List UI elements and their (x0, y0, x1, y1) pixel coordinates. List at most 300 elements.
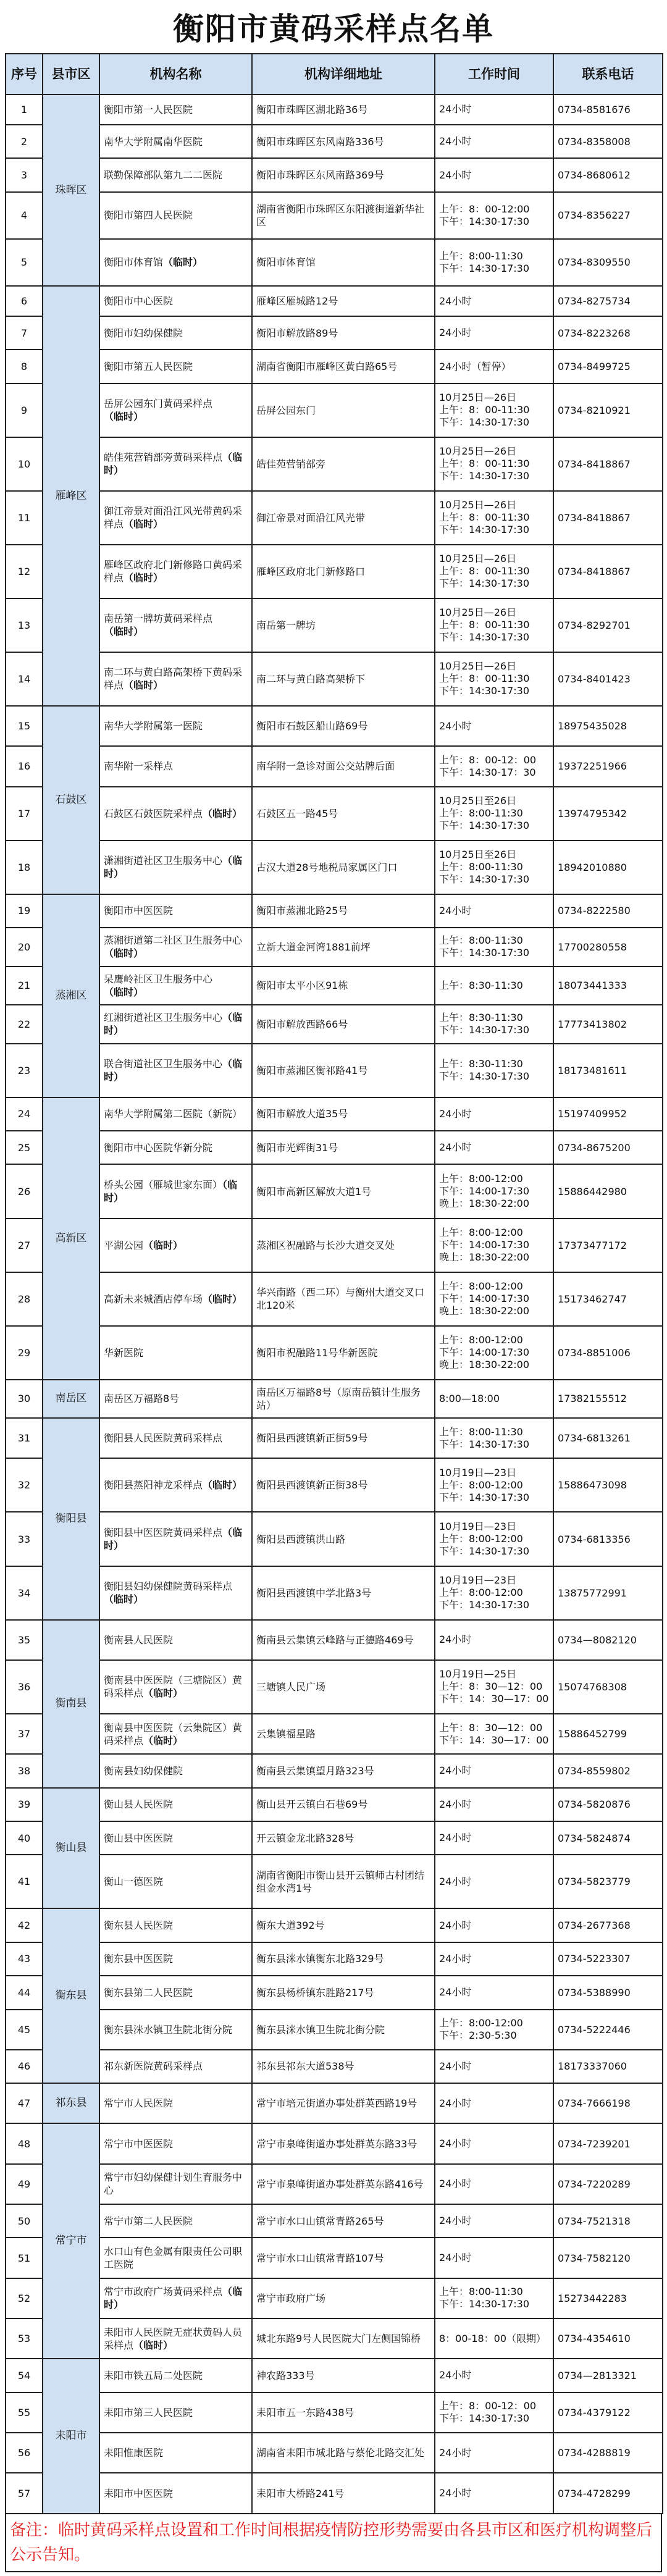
institution-name-text: 石鼓区石鼓医院采样点 (104, 807, 203, 820)
contact-phone: 0734-8309550 (553, 239, 663, 286)
institution-name-text: 呆鹰岭社区卫生服务中心 (104, 973, 213, 985)
table-row (6, 928, 663, 967)
institution-address: 衡阳市珠晖区湖北路36号 (252, 94, 435, 125)
institution-name-text: 衡阳市第一人民医院 (104, 103, 193, 115)
contact-phone: 0734-8223268 (553, 316, 663, 350)
institution-address: 衡阳市光辉街31号 (252, 1131, 435, 1164)
institution-name (99, 2393, 252, 2433)
institution-address: 蒸湘区祝融路与长沙大道交叉处 (252, 1219, 435, 1272)
working-hours-line: 24小时 (439, 2097, 472, 2109)
institution-address: 城北东路9号人民医院大门左侧国锦桥 (252, 2318, 435, 2359)
table-row (6, 94, 663, 125)
institution-name (99, 350, 252, 383)
row-number: 9 (6, 384, 43, 437)
county-cell: 高新区 (43, 1097, 99, 1380)
working-hours (435, 1660, 553, 1714)
footer-note: 备注：临时黄码采样点设置和工作时间根据疫情防控形势需要由各县市区和医疗机构调整后公示告知。 (5, 2514, 662, 2572)
county-cell: 衡东县 (43, 1908, 99, 2083)
institution-name (99, 652, 252, 706)
working-hours (435, 1458, 553, 1512)
contact-phone: 17700280558 (553, 928, 663, 967)
institution-name-text: 南华大学附属南华医院 (104, 135, 203, 148)
working-hours-line: 上午：8:00-11:30 (439, 2286, 523, 2298)
table-row (6, 2238, 663, 2278)
institution-name-text: 衡山县人民医院 (104, 1798, 174, 1811)
working-hours (435, 1326, 553, 1380)
table-row (6, 706, 663, 746)
working-hours-line: 晚上：18:30-22:00 (439, 1305, 529, 1317)
temporary-tag: （临时） (104, 1593, 144, 1606)
county-cell: 耒阳市 (43, 2359, 99, 2514)
institution-address: 衡东大道392号 (252, 1908, 435, 1942)
working-hours-line: 上午：8：00-11:30 (439, 511, 530, 524)
working-hours-line: 下午：14:30-17:30 (439, 1491, 529, 1503)
institution-name-text: 衡东县人民医院 (104, 1919, 174, 1932)
working-hours-line: 下午：14:30-17：30 (439, 766, 536, 778)
contact-phone: 15197409952 (553, 1097, 663, 1131)
working-hours (435, 437, 553, 491)
contact-phone: 18975435028 (553, 706, 663, 746)
temporary-tag: （临时） (124, 518, 164, 531)
working-hours-line: 24小时 (439, 1952, 472, 1965)
row-number: 24 (6, 1097, 43, 1131)
institution-name-text: 衡阳市第五人民医院 (104, 361, 193, 373)
working-hours-line: 24小时 (439, 169, 472, 181)
working-hours-line: 上午：8：00-11:30 (439, 404, 530, 416)
institution-name (99, 598, 252, 652)
table-row (6, 239, 663, 286)
contact-phone: 15074768308 (553, 1660, 663, 1714)
institution-name (99, 1326, 252, 1380)
working-hours-line: 10月19日—23日 (439, 1574, 517, 1587)
row-number: 47 (6, 2083, 43, 2123)
county-cell: 常宁市 (43, 2123, 99, 2359)
working-hours-line: 24小时 (439, 2252, 472, 2264)
row-number: 31 (6, 1418, 43, 1458)
working-hours-line: 下午：14:30-17:30 (439, 2412, 529, 2425)
institution-address: 衡山县开云镇白石巷69号 (252, 1788, 435, 1821)
table-row (6, 1714, 663, 1754)
temporary-tag: （临时） (104, 1012, 243, 1037)
institution-address: 衡阳市珠晖区东风南路369号 (252, 158, 435, 191)
table-row (6, 1660, 663, 1714)
institution-name (99, 1380, 252, 1419)
institution-name-text: 祁东新医院黄码采样点 (104, 2060, 203, 2073)
institution-name-text: 蒸湘街道第二社区卫生服务中心 (104, 934, 243, 947)
contact-phone: 0734-8401423 (553, 652, 663, 706)
working-hours-line: 上午：8:00-12:00 (439, 1479, 523, 1491)
working-hours (435, 1714, 553, 1754)
row-number: 15 (6, 706, 43, 746)
row-number: 20 (6, 928, 43, 967)
working-hours-line: 上午：8:00-11:30 (439, 1425, 523, 1438)
contact-phone: 15886442980 (553, 1164, 663, 1218)
working-hours-line: 8：00-18：00（限期） (439, 2332, 547, 2344)
working-hours-line: 10月25日—26日 (439, 499, 517, 511)
working-hours-line: 下午：14:30-17:30 (439, 470, 529, 482)
working-hours-line: 下午：14:30-17:30 (439, 1438, 529, 1450)
row-number: 4 (6, 192, 43, 239)
contact-phone: 13875772991 (553, 1566, 663, 1620)
contact-phone: 19372251966 (553, 746, 663, 786)
institution-address: 常宁市培元街道办事处群英西路19号 (252, 2083, 435, 2123)
table-row (6, 746, 663, 786)
working-hours (435, 787, 553, 841)
row-number: 29 (6, 1326, 43, 1380)
table-row (6, 316, 663, 350)
institution-name (99, 787, 252, 841)
working-hours (435, 350, 553, 383)
working-hours-line: 晚上：18:30-22:00 (439, 1359, 529, 1371)
institution-name (99, 928, 252, 967)
table-row (6, 1821, 663, 1855)
working-hours-line: 24小时 (439, 295, 472, 307)
contact-phone: 18942010880 (553, 841, 663, 894)
row-number: 33 (6, 1512, 43, 1566)
institution-name-text: 衡阳市中心医院华新分院 (104, 1141, 213, 1154)
header-tel: 联系电话 (553, 54, 663, 94)
table-row (6, 545, 663, 598)
institution-address: 云集镇福星路 (252, 1714, 435, 1754)
contact-phone: 0734-4354610 (553, 2318, 663, 2359)
institution-name-text: 衡阳县蒸阳神龙采样点 (104, 1479, 203, 1491)
institution-name-text: 衡阳市中医医院 (104, 905, 174, 917)
working-hours (435, 1512, 553, 1566)
institution-address: 开云镇金龙北路328号 (252, 1821, 435, 1855)
institution-name (99, 239, 252, 286)
institution-name (99, 2123, 252, 2163)
working-hours-line: 10月25日—26日 (439, 553, 517, 565)
institution-address: 衡南县云集镇云峰路与正德路469号 (252, 1620, 435, 1660)
temporary-tag: （临时） (104, 2286, 243, 2311)
institution-name-text: 平湖公园 (104, 1239, 144, 1251)
table-row (6, 2393, 663, 2433)
institution-name (99, 2278, 252, 2318)
table-row (6, 286, 663, 316)
row-number: 12 (6, 545, 43, 598)
institution-address: 衡东县洣水镇卫生院北街分院 (252, 2010, 435, 2050)
institution-address: 湖南省衡阳市衡山县开云镇师古村团结组金水湾1号 (252, 1855, 435, 1908)
institution-name (99, 1512, 252, 1566)
temporary-tag: （临时） (203, 1293, 243, 1305)
temporary-tag: （临时） (104, 411, 144, 423)
institution-name-text: 耒阳市铁五局二处医院 (104, 2369, 203, 2381)
contact-phone: 0734-8275734 (553, 286, 663, 316)
working-hours-line: 上午：8：00-12：00 (439, 2400, 537, 2412)
working-hours-line: 10月19日—23日 (439, 1466, 517, 1479)
row-number: 2 (6, 125, 43, 158)
contact-phone: 0734-6813261 (553, 1418, 663, 1458)
table-row (6, 192, 663, 239)
institution-address: 衡阳市太平小区91栋 (252, 967, 435, 1005)
working-hours-line: 24小时 (439, 1986, 472, 1999)
table-row (6, 1566, 663, 1620)
working-hours-line: 上午：8：00-11:30 (439, 458, 530, 470)
institution-name-text: 常宁市中医医院 (104, 2138, 174, 2150)
row-number: 50 (6, 2204, 43, 2238)
table-row (6, 2204, 663, 2238)
institution-name (99, 2433, 252, 2473)
institution-name-text: 潇湘街道社区卫生服务中心 (104, 855, 223, 867)
working-hours-line: 10月25日至26日 (439, 795, 517, 807)
working-hours (435, 545, 553, 598)
institution-name (99, 384, 252, 437)
institution-address: 南岳区万福路8号（原南岳镇计生服务站） (252, 1380, 435, 1419)
institution-address: 常宁市水口山镇常青路107号 (252, 2238, 435, 2278)
table-row (6, 1754, 663, 1787)
institution-name-text: 御江帝景对面沿江风光带黄码采样点 (104, 505, 243, 531)
county-cell: 珠晖区 (43, 94, 99, 286)
contact-phone: 0734-7582120 (553, 2238, 663, 2278)
contact-phone: 0734-7239201 (553, 2123, 663, 2163)
institution-name (99, 2083, 252, 2123)
row-number: 7 (6, 316, 43, 350)
working-hours (435, 967, 553, 1005)
contact-phone: 15886473098 (553, 1458, 663, 1512)
working-hours-line: 24小时 (439, 1107, 472, 1120)
working-hours-line: 10月19日—23日 (439, 1521, 517, 1532)
row-number: 35 (6, 1620, 43, 1660)
row-number: 56 (6, 2433, 43, 2473)
working-hours (435, 125, 553, 158)
row-number: 55 (6, 2393, 43, 2433)
row-number: 21 (6, 967, 43, 1005)
table-row (6, 1219, 663, 1272)
row-number: 11 (6, 491, 43, 545)
working-hours-line: 上午：8：00-11:30 (439, 619, 530, 631)
working-hours-line: 下午：14:30-17:30 (439, 1070, 529, 1083)
institution-name (99, 1754, 252, 1787)
working-hours-line: 24小时 (439, 2487, 472, 2499)
row-number: 19 (6, 894, 43, 928)
contact-phone: 0734-8356227 (553, 192, 663, 239)
institution-name-text: 岳屏公园东门黄码采样点 (104, 398, 213, 410)
temporary-tag: （临时） (104, 986, 144, 998)
working-hours (435, 94, 553, 125)
row-number: 10 (6, 437, 43, 491)
working-hours-line: 下午：14:30-17:30 (439, 524, 529, 536)
working-hours (435, 316, 553, 350)
institution-address: 华兴南路（西二环）与衡州大道交叉口北120米 (252, 1272, 435, 1326)
institution-name-text: 南华附一采样点 (104, 760, 174, 773)
institution-address: 立新大道金河湾1881前坪 (252, 928, 435, 967)
institution-name (99, 2050, 252, 2083)
table-row (6, 1855, 663, 1908)
working-hours-line: 24小时 (439, 2446, 472, 2459)
institution-name-text: 常宁市第二人民医院 (104, 2215, 193, 2227)
row-number: 54 (6, 2359, 43, 2392)
institution-name (99, 2204, 252, 2238)
table-row (6, 158, 663, 191)
institution-name-text: 常宁市妇幼保健计划生育服务中心 (104, 2171, 243, 2197)
institution-address: 衡阳市祝融路11号华新医院 (252, 1326, 435, 1380)
temporary-tag: （临时） (143, 1734, 183, 1747)
header-name: 机构名称 (99, 54, 252, 94)
header-address: 机构详细地址 (252, 54, 435, 94)
institution-address: 衡阳市解放路89号 (252, 316, 435, 350)
table-row (6, 1097, 663, 1131)
row-number: 25 (6, 1131, 43, 1164)
working-hours (435, 1131, 553, 1164)
row-number: 44 (6, 1976, 43, 2009)
institution-address: 衡东县洣水镇衡东北路329号 (252, 1942, 435, 1976)
table-row (6, 598, 663, 652)
institution-name (99, 1005, 252, 1044)
working-hours-line: 上午：8：00-11:30 (439, 673, 530, 685)
row-number: 39 (6, 1788, 43, 1821)
working-hours-line: 24小时 (439, 1919, 472, 1931)
working-hours (435, 2010, 553, 2050)
institution-name (99, 192, 252, 239)
working-hours-line: 下午：14:30-17:30 (439, 2298, 529, 2310)
contact-phone: 0734-4379122 (553, 2393, 663, 2433)
institution-name-text: 衡阳县中医医院黄码采样点 (104, 1527, 223, 1538)
working-hours (435, 1821, 553, 1855)
contact-phone: 0734-8499725 (553, 350, 663, 383)
institution-name (99, 2238, 252, 2278)
institution-address: 湖南省衡阳市珠晖区东阳渡街道新华社区 (252, 192, 435, 239)
contact-phone: 0734-7220289 (553, 2164, 663, 2204)
contact-phone: 18073441333 (553, 967, 663, 1005)
institution-name (99, 437, 252, 491)
working-hours (435, 2238, 553, 2278)
working-hours-line: 下午：14:00-17:30 (439, 1293, 529, 1305)
institution-name-text: 高新未来城酒店停车场 (104, 1293, 203, 1305)
working-hours-line: 上午：8:00-12:00 (439, 1227, 523, 1239)
working-hours (435, 1620, 553, 1660)
table-row (6, 2164, 663, 2204)
institution-address: 耒阳市五一东路438号 (252, 2393, 435, 2433)
working-hours-line: 24小时 (439, 103, 472, 115)
row-number: 3 (6, 158, 43, 191)
row-number: 57 (6, 2473, 43, 2514)
working-hours (435, 1788, 553, 1821)
working-hours-line: 24小时 (439, 2215, 472, 2227)
working-hours-line: 下午：14:30-17:30 (439, 1024, 529, 1036)
working-hours-line: 下午：14:30-17:30 (439, 215, 529, 227)
row-number: 45 (6, 2010, 43, 2050)
working-hours-line: 上午：8：30—12：00 (439, 1680, 543, 1693)
working-hours (435, 652, 553, 706)
institution-address: 衡南县云集镇望月路323号 (252, 1754, 435, 1787)
working-hours (435, 2050, 553, 2083)
row-number: 8 (6, 350, 43, 383)
working-hours (435, 1855, 553, 1908)
working-hours-line: 10月19日—25日 (439, 1668, 517, 1680)
institution-name-text: 耒阳市第三人民医院 (104, 2406, 193, 2419)
working-hours (435, 1380, 553, 1419)
header-no: 序号 (6, 54, 43, 94)
institution-address: 常宁市泉峰街道办事处群英东路33号 (252, 2123, 435, 2163)
working-hours (435, 1219, 553, 1272)
institution-name (99, 1855, 252, 1908)
working-hours-line: 上午：8:00-12:00 (439, 1533, 523, 1545)
row-number: 5 (6, 239, 43, 286)
institution-name-text: 衡东县洣水镇卫生院北街分院 (104, 2023, 233, 2036)
institution-name-text: 衡阳县妇幼保健院黄码采样点 (104, 1580, 233, 1593)
contact-phone: 0734-5820876 (553, 1788, 663, 1821)
institution-address: 衡阳市蒸湘区衡祁路41号 (252, 1044, 435, 1097)
contact-phone: 0734-8210921 (553, 384, 663, 437)
contact-phone: 0734-8418867 (553, 491, 663, 545)
institution-address: 衡阳市解放大道35号 (252, 1097, 435, 1131)
working-hours (435, 2164, 553, 2204)
table-row (6, 1005, 663, 1044)
contact-phone: 17373477172 (553, 1219, 663, 1272)
institution-name (99, 1164, 252, 1218)
working-hours-line: 上午：8:30-11:30 (439, 1058, 523, 1070)
institution-name-text: 衡阳市中心医院 (104, 295, 174, 308)
institution-name-text: 红湘街道社区卫生服务中心 (104, 1012, 223, 1024)
temporary-tag: （临时） (203, 1479, 243, 1491)
working-hours (435, 1418, 553, 1458)
row-number: 52 (6, 2278, 43, 2318)
working-hours-line: 24小时 (439, 1798, 472, 1810)
working-hours-line: 上午：8:00-11:30 (439, 861, 523, 873)
contact-phone: 0734-5222446 (553, 2010, 663, 2050)
table-row (6, 967, 663, 1005)
table-row (6, 1908, 663, 1942)
working-hours (435, 2433, 553, 2473)
institution-name (99, 1272, 252, 1326)
temporary-tag: （临时） (104, 1179, 238, 1204)
table-row (6, 1512, 663, 1566)
institution-name-text: 耒阳市人民医院无症状黄码人员采样点 (104, 2326, 243, 2351)
contact-phone: 0734-8581676 (553, 94, 663, 125)
institution-address: 岳屏公园东门 (252, 384, 435, 437)
row-number: 37 (6, 1714, 43, 1754)
table-row (6, 1044, 663, 1097)
contact-phone: 0734-8851006 (553, 1326, 663, 1380)
working-hours (435, 1164, 553, 1218)
institution-name (99, 2473, 252, 2514)
table-row (6, 2010, 663, 2050)
header-row (6, 54, 663, 94)
table-body (6, 94, 663, 2514)
institution-name-text: 衡阳市第四人民医院 (104, 209, 193, 222)
institution-address: 衡阳市珠晖区东风南路336号 (252, 125, 435, 158)
row-number: 43 (6, 1942, 43, 1976)
working-hours-line: 下午：14:30-17:30 (439, 873, 529, 886)
institution-name (99, 1908, 252, 1942)
institution-name-text: 桥头公园（雁城世家东面） (104, 1179, 223, 1191)
working-hours-line: 下午：14:30-17:30 (439, 1599, 529, 1611)
row-number: 36 (6, 1660, 43, 1714)
contact-phone: 0734-4728299 (553, 2473, 663, 2514)
working-hours-line: 10月25日—26日 (439, 392, 517, 404)
institution-address: 古汉大道28号地税局家属区门口 (252, 841, 435, 894)
institution-name (99, 1458, 252, 1512)
working-hours-line: 上午：8:30-11:30 (439, 1012, 523, 1024)
working-hours-line: 下午：14:30-17:30 (439, 1545, 529, 1557)
working-hours-line: 上午：8：30—12：00 (439, 1721, 543, 1734)
row-number: 14 (6, 652, 43, 706)
institution-name (99, 1044, 252, 1097)
table-row (6, 1788, 663, 1821)
working-hours-line: 24小时 (439, 327, 472, 339)
working-hours-line: 上午：8:00-11:30 (439, 807, 523, 820)
contact-phone: 0734-8222580 (553, 894, 663, 928)
institution-name-text: 衡阳市妇幼保健院 (104, 327, 183, 339)
institution-name-text: 雁峰区政府北门新修路口黄码采样点 (104, 559, 243, 584)
institution-name (99, 286, 252, 316)
table-row (6, 787, 663, 841)
table-row (6, 894, 663, 928)
working-hours-line: 下午：14:30-17:30 (439, 577, 529, 590)
working-hours-line: 上午：8:30-11:30 (439, 979, 523, 991)
row-number: 16 (6, 746, 43, 786)
institution-name (99, 1566, 252, 1620)
